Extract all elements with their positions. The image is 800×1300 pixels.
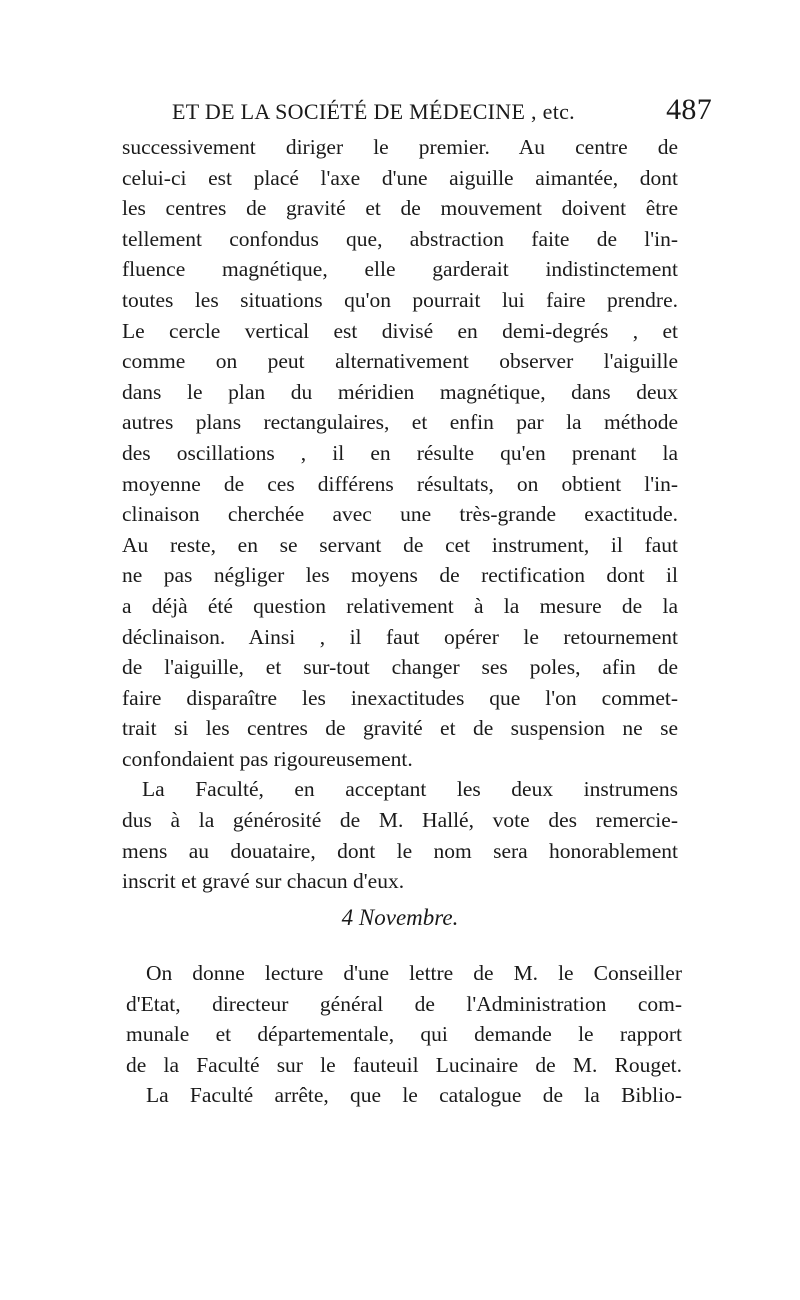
text-line: de l'aiguille, et sur-tout changer ses poles, afin de [122, 655, 678, 680]
text-line: confondaient pas rigoureusement. [122, 746, 413, 771]
text-line: inscrit et gravé sur chacun d'eux. [122, 869, 405, 894]
running-title: ET DE LA SOCIÉTÉ DE MÉDECINE , etc. [172, 99, 575, 124]
text-line: comme on peut alternativement observer l'aiguille [122, 349, 678, 374]
text-line: dus à la générosité de M. Hallé, vote des remercie- [122, 808, 678, 833]
text-line: d'Etat, directeur général de l'Administration com- [126, 991, 682, 1016]
text-line: Au reste, en se servant de cet instrument, il faut [122, 532, 678, 557]
text-line: des oscillations , il en résulte qu'en prenant la [122, 440, 678, 465]
text-line: déclinaison. Ainsi , il faut opérer le retournement [122, 624, 678, 649]
text-line: Le cercle vertical est divisé en demi-degrés , et [122, 318, 678, 343]
text-line: moyenne de ces différens résultats, on obtient l'in- [122, 471, 678, 496]
page-number: 487 [666, 93, 712, 126]
text-line: autres plans rectangulaires, et enfin par la méthode [122, 410, 678, 435]
text-line: trait si les centres de gravité et de suspension ne se [122, 716, 678, 741]
text-line: dans le plan du méridien magnétique, dans deux [122, 379, 678, 404]
text-line: munale et départementale, qui demande le rapport [126, 1022, 682, 1047]
text-line: ne pas négliger les moyens de rectification dont il [122, 563, 678, 588]
text-line: faire disparaître les inexactitudes que l'on commet- [122, 685, 678, 710]
text-line: tellement confondus que, abstraction faite de l'in- [122, 226, 678, 251]
text-line: fluence magnétique, elle garderait indistinctement [122, 257, 678, 282]
section-heading: 4 Novembre. [341, 905, 459, 930]
body-text-top [122, 132, 678, 897]
page-header [172, 92, 712, 132]
text-line: successivement diriger le premier. Au centre de [122, 135, 678, 159]
text-line: toutes les situations qu'on pourrait lui faire prendre. [122, 287, 678, 312]
text-line: La Faculté, en acceptant les deux instrumens [142, 777, 678, 802]
text-line: mens au douataire, dont le nom sera honorablement [122, 838, 678, 863]
text-line: les centres de gravité et de mouvement doivent être [122, 196, 678, 221]
text-line: de la Faculté sur le fauteuil Lucinaire de M. Rouget. [126, 1052, 682, 1077]
text-line: a déjà été question relativement à la mesure de la [122, 593, 678, 618]
text-line: La Faculté arrête, que le catalogue de la Biblio- [146, 1083, 682, 1108]
text-line: clinaison cherchée avec une très-grande exactitude. [122, 502, 678, 527]
text-line: celui-ci est placé l'axe d'une aiguille aimantée, dont [122, 165, 678, 190]
text-line: On donne lecture d'une lettre de M. le Conseiller [146, 961, 682, 985]
body-text-bottom [126, 958, 682, 1111]
